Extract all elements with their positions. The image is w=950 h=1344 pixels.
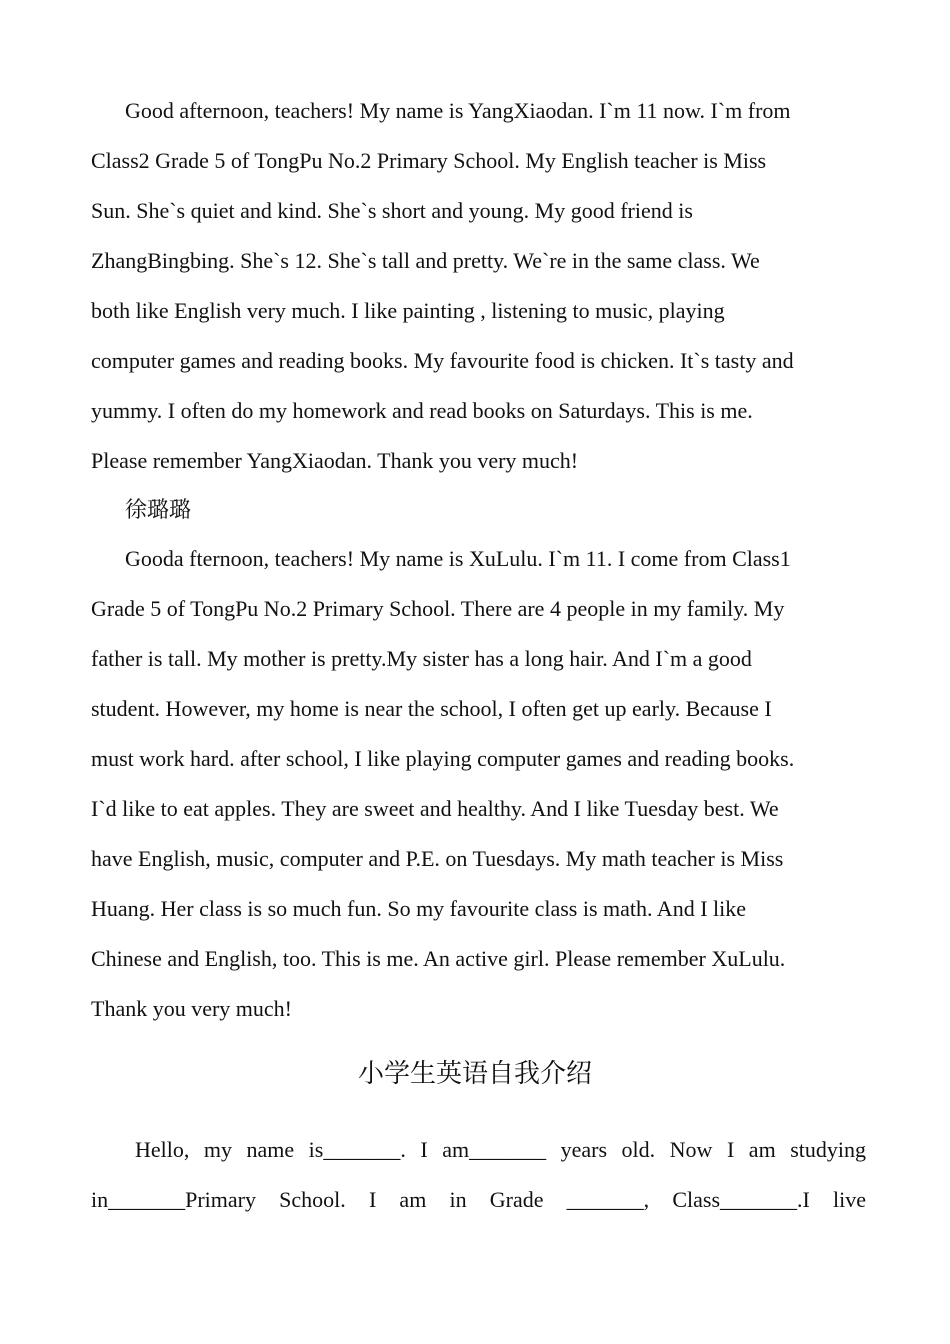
section-title: 小学生英语自我介绍 (357, 1059, 592, 1088)
paragraph-line: ZhangBingbing. She`s 12. She`s tall and pretty. We`re in the same class. We (91, 248, 760, 273)
student-name-xululu (91, 485, 866, 535)
paragraph-line: student. However, my home is near the school, I often get up early. Because I (91, 696, 772, 721)
paragraph-line: Hello, my name is_______. I am_______ years old. Now I am studying (135, 1137, 866, 1162)
paragraph-line: father is tall. My mother is pretty.My sister has a long hair. And I`m a good (91, 646, 752, 671)
paragraph-line: computer games and reading books. My favourite food is chicken. It`s tasty and (91, 348, 794, 373)
intro-paragraph-xululu (91, 534, 866, 1034)
paragraph-line: Thank you very much! (91, 996, 292, 1021)
paragraph-line: yummy. I often do my homework and read books on Saturdays. This is me. (91, 398, 753, 423)
paragraph-line: Class2 Grade 5 of TongPu No.2 Primary School. My English teacher is Miss (91, 148, 767, 173)
fill-in-template-paragraph (91, 1125, 866, 1225)
paragraph-line: have English, music, computer and P.E. on Tuesdays. My math teacher is Miss (91, 846, 784, 871)
intro-paragraph-yangxiaodan (91, 86, 866, 486)
student-name: 徐璐璐 (125, 497, 192, 522)
paragraph-line: I`d like to eat apples. They are sweet and healthy. And I like Tuesday best. We (91, 796, 779, 821)
paragraph-line: must work hard. after school, I like playing computer games and reading books. (91, 746, 795, 771)
paragraph-line: both like English very much. I like painting , listening to music, playing (91, 298, 725, 323)
paragraph-line: Grade 5 of TongPu No.2 Primary School. There are 4 people in my family. My (91, 596, 785, 621)
paragraph-line: Good afternoon, teachers! My name is YangXiaodan. I`m 11 now. I`m from (125, 98, 791, 123)
paragraph-line: Huang. Her class is so much fun. So my favourite class is math. And I like (91, 896, 747, 921)
paragraph-line: Gooda fternoon, teachers! My name is XuLulu. I`m 11. I come from Class1 (125, 546, 791, 571)
paragraph-line: Sun. She`s quiet and kind. She`s short and young. My good friend is (91, 198, 693, 223)
paragraph-line: Chinese and English, too. This is me. An active girl. Please remember XuLulu. (91, 946, 786, 971)
paragraph-line: Please remember YangXiaodan. Thank you very much! (91, 448, 579, 473)
paragraph-line: in_______Primary School. I am in Grade _______, Class_______.I live (91, 1187, 866, 1212)
